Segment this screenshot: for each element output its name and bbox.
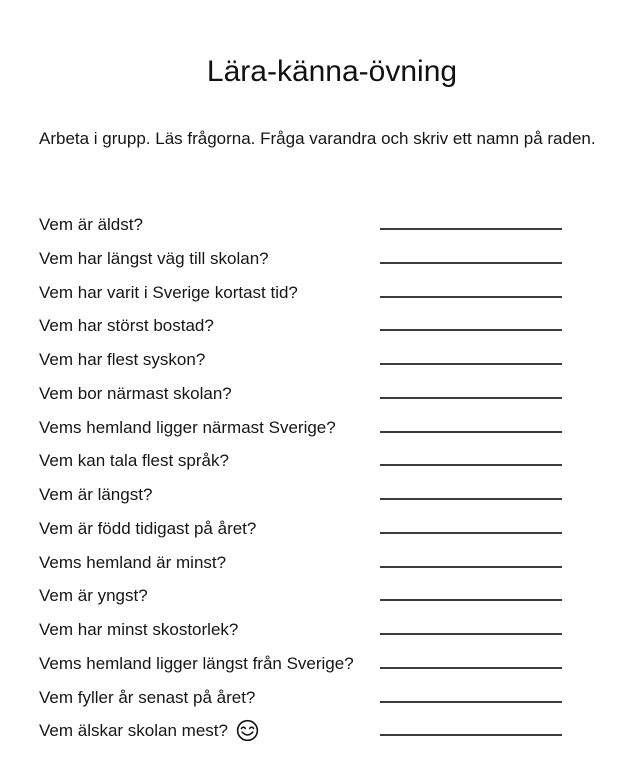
- question-row: [39, 579, 562, 613]
- question-text: Vem kan tala flest språk?: [39, 451, 229, 471]
- answer-blank-line: [380, 734, 562, 736]
- question-text: Vems hemland är minst?: [39, 552, 227, 572]
- answer-blank-line: [380, 532, 562, 534]
- question-text: Vem har längst väg till skolan?: [39, 248, 269, 268]
- question-text: Vems hemland ligger närmast Sverige?: [39, 417, 336, 437]
- question-row: [39, 377, 562, 411]
- question-row: [39, 411, 562, 445]
- question-row: [39, 478, 562, 512]
- question-text: Vem är äldst?: [39, 215, 143, 234]
- answer-blank-line: [380, 464, 562, 466]
- question-text: Vem är född tidigast på året?: [39, 518, 257, 538]
- answer-blank-line: [380, 633, 562, 635]
- answer-blank-line: [380, 296, 562, 298]
- question-text: Vem har störst bostad?: [39, 316, 214, 336]
- answer-blank-line: [380, 397, 562, 399]
- question-text: Vem bor närmast skolan?: [39, 383, 232, 403]
- question-text: Vem har varit i Sverige kortast tid?: [39, 282, 298, 302]
- question-row: [39, 647, 562, 681]
- question-row: [39, 309, 562, 343]
- question-row: [39, 276, 562, 310]
- question-row: [39, 343, 562, 377]
- question-row: [39, 512, 562, 546]
- question-row: [39, 208, 562, 242]
- answer-blank-line: [380, 566, 562, 568]
- question-text-with-icon: [39, 714, 259, 748]
- smiling-face-icon: [236, 719, 259, 742]
- answer-blank-line: [380, 701, 562, 703]
- answer-blank-line: [380, 262, 562, 264]
- question-row: [39, 681, 562, 715]
- answer-blank-line: [380, 228, 562, 230]
- question-row: [39, 546, 562, 580]
- answer-blank-line: [380, 363, 562, 365]
- question-row: [39, 714, 562, 748]
- question-list: [39, 208, 562, 748]
- question-row: [39, 613, 562, 647]
- question-text: Vem är längst?: [39, 485, 153, 504]
- answer-blank-line: [380, 431, 562, 433]
- question-text: Vems hemland ligger längst från Sverige?: [39, 653, 354, 673]
- question-text: Vem är yngst?: [39, 586, 148, 606]
- answer-blank-line: [380, 329, 562, 331]
- answer-blank-line: [380, 667, 562, 669]
- question-row: [39, 444, 562, 478]
- answer-blank-line: [380, 498, 562, 500]
- instructions-text: Arbeta i grupp. Läs frågorna. Fråga varandra och skriv ett namn på raden.: [39, 129, 596, 148]
- question-text: Vem älskar skolan mest?: [39, 721, 228, 741]
- question-text: Vem har minst skostorlek?: [39, 620, 239, 639]
- question-text: Vem har flest syskon?: [39, 350, 206, 369]
- question-text: Vem fyller år senast på året?: [39, 687, 256, 707]
- answer-blank-line: [380, 599, 562, 601]
- question-row: [39, 242, 562, 276]
- page-title: Lära-känna-övning: [206, 55, 458, 88]
